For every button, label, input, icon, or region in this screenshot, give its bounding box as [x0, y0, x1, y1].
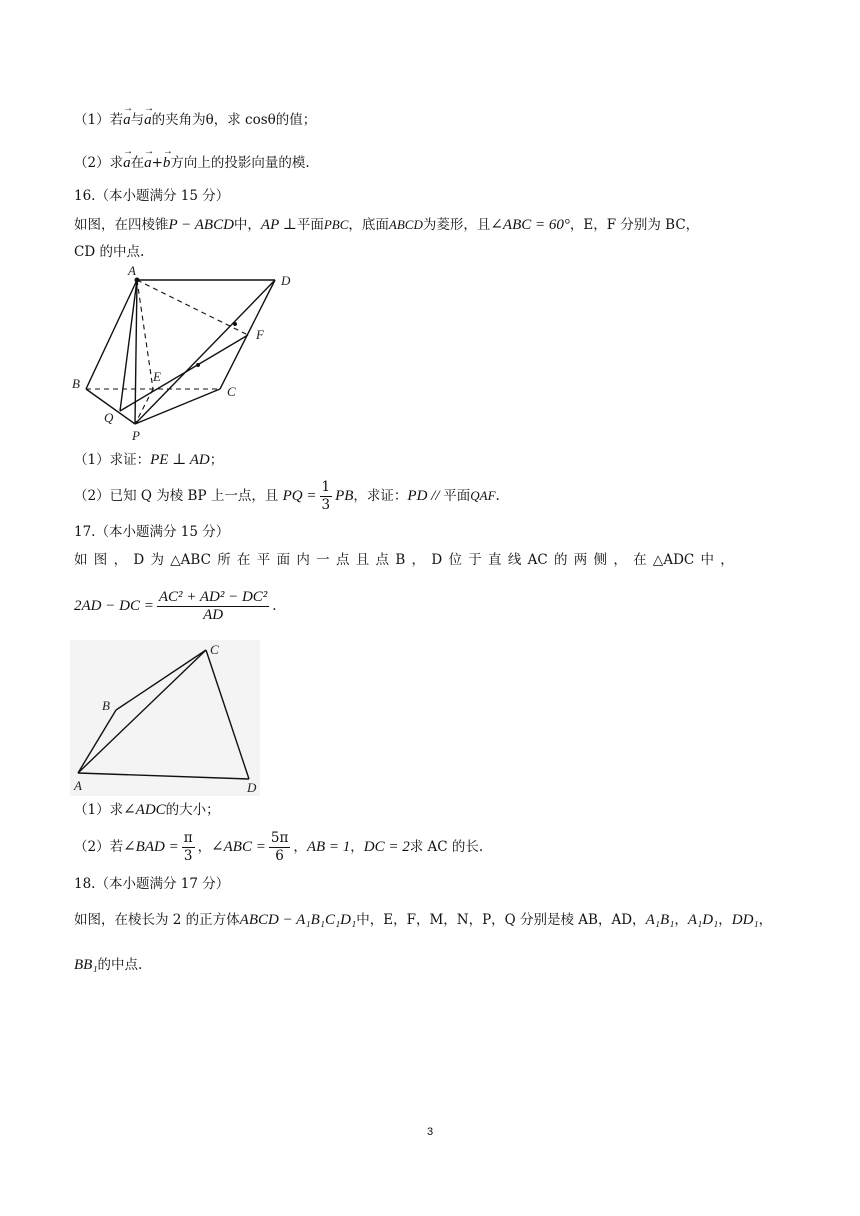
fig-label-C: C	[227, 384, 236, 399]
math: PE ⊥ AD	[150, 452, 210, 468]
math: A₁D₁	[687, 912, 719, 928]
math: DC = 2	[363, 839, 410, 855]
fig-label-D: D	[281, 273, 291, 288]
vector-a: → a	[123, 153, 131, 173]
text: .	[495, 488, 500, 504]
fig-label-B: B	[102, 698, 110, 713]
q17-triangle-figure	[70, 640, 260, 796]
text: ，	[758, 912, 773, 928]
math: PQ =	[282, 488, 317, 504]
math: A₁B₁	[645, 912, 675, 928]
text: 如图，在棱长为 2 的正方体	[74, 912, 240, 928]
text: （1）求	[74, 802, 124, 818]
math: ∠ABC = 60°	[490, 217, 570, 233]
vector-a: → a	[123, 110, 131, 130]
text: （2）若	[74, 839, 124, 855]
text: （2）求	[74, 155, 124, 171]
plus-sign: +	[151, 155, 163, 171]
fig-label-P: P	[132, 428, 140, 443]
denominator: 3	[321, 497, 331, 513]
text: 平面	[296, 217, 324, 233]
fraction	[182, 830, 195, 865]
fraction	[269, 830, 290, 865]
q17-stem-line1: 如 图 ， D 为 △ABC 所 在 平 面 内 一 点 且 点 B ， D 位 于 直 线 AC 的 两 侧 ， 在 △ADC 中 ，	[74, 552, 734, 568]
q18-header: 18.（本小题满分 17 分）	[74, 876, 230, 892]
q17-part1	[74, 800, 220, 820]
fig-label-E: E	[153, 369, 161, 384]
math: PBC	[323, 217, 349, 232]
math: P − ABCD	[168, 217, 234, 233]
math: 2AD − DC =	[74, 598, 154, 614]
q16-part2	[74, 477, 500, 515]
fig-label-B: B	[72, 376, 80, 391]
fig-label-Q: Q	[104, 410, 114, 425]
fraction	[320, 479, 333, 514]
q16-header: 16.（本小题满分 15 分）	[74, 188, 230, 204]
text: （2）已知 Q 为棱 BP 上一点，且	[74, 488, 279, 504]
math: ∠BAD =	[123, 839, 179, 855]
text: 的中点.	[97, 957, 143, 973]
math: DD₁	[731, 912, 759, 928]
math: ∠ABC =	[211, 839, 266, 855]
q16-pyramid-figure	[70, 264, 306, 446]
q18-stem-line1	[74, 910, 772, 930]
text: （1）若	[74, 112, 124, 128]
math: PB	[335, 488, 354, 504]
numerator: π	[183, 830, 193, 846]
fraction	[157, 589, 269, 624]
text: 中，E，F，M，N，P，Q 分别是棱 AB，AD，	[356, 912, 646, 928]
vector-a: → a	[144, 110, 152, 130]
vector-b: → b	[163, 153, 171, 173]
text: ，	[350, 839, 364, 855]
text: ，	[674, 912, 688, 928]
math: ABCD	[388, 217, 423, 232]
q17-equation	[74, 584, 277, 628]
q17-part2	[74, 828, 483, 866]
math: BB₁	[74, 957, 98, 973]
text: 的大小；	[165, 802, 220, 818]
math: AP ⊥	[260, 217, 297, 233]
math: ∠ADC	[123, 802, 166, 818]
text: 的夹角为θ，求 cosθ的值；	[151, 112, 317, 128]
q17-header: 17.（本小题满分 15 分）	[74, 524, 230, 540]
text: 方向上的投影向量的模.	[170, 155, 310, 171]
fig-label-C: C	[210, 642, 219, 657]
text: .	[272, 598, 277, 614]
text: 中，	[233, 217, 261, 233]
fig-label-A: A	[128, 264, 136, 278]
page-number: 3	[426, 1126, 434, 1138]
text: （1）求证：	[74, 452, 151, 468]
q15-part1	[74, 110, 316, 130]
text: 求 AC 的长.	[409, 839, 484, 855]
text: 如图，在四棱锥	[74, 217, 169, 233]
math: AB = 1	[306, 839, 351, 855]
text: ，底面	[348, 217, 389, 233]
text: ，	[718, 912, 732, 928]
math: PD //	[407, 488, 444, 504]
numerator: 1	[321, 479, 331, 495]
text: 与	[130, 112, 145, 128]
numerator: 5π	[270, 830, 289, 846]
fig-label-A: A	[74, 778, 82, 793]
fig-label-F: F	[256, 327, 264, 342]
q16-part1	[74, 450, 223, 470]
math: ABCD − A₁B₁C₁D₁	[239, 912, 357, 928]
q15-part2	[74, 153, 310, 173]
denominator: 6	[275, 848, 284, 864]
text: ，E，F 分别为 BC，	[569, 217, 700, 233]
text: ，	[293, 839, 307, 855]
text: 平面	[443, 488, 471, 504]
denominator: AD	[203, 607, 224, 623]
q16-stem-line1	[74, 215, 699, 235]
text: ，	[197, 839, 212, 855]
text: ；	[209, 452, 224, 468]
denominator: 3	[183, 848, 193, 864]
fig-label-D: D	[247, 780, 257, 795]
vector-a: → a	[144, 153, 152, 173]
math: QAF	[470, 488, 496, 503]
text: ，求证：	[353, 488, 408, 504]
text: 在	[130, 155, 145, 171]
q18-stem-line2	[74, 955, 142, 975]
q16-stem-line2: CD 的中点.	[74, 244, 145, 260]
text: 为菱形，且	[422, 217, 491, 233]
numerator: AC² + AD² − DC²	[158, 589, 268, 605]
